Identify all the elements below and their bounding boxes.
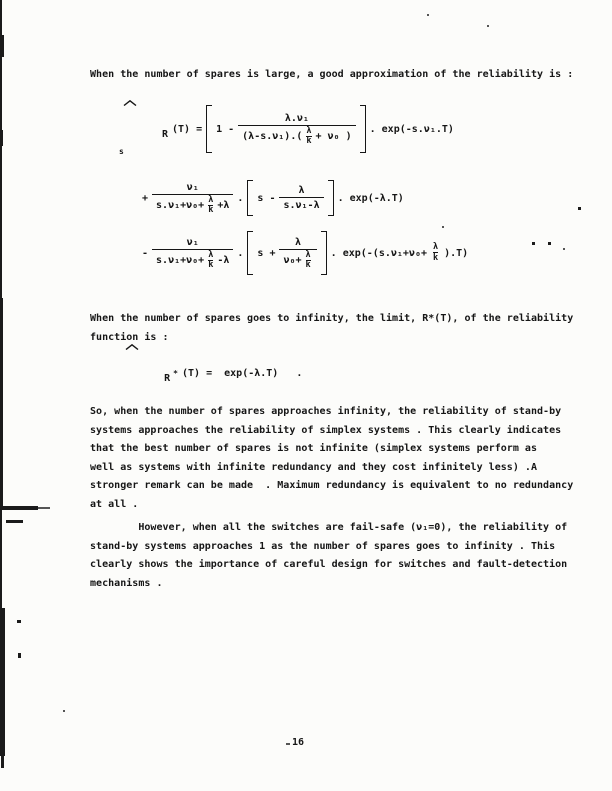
- however-paragraph: [90, 519, 567, 593]
- fraction-denominator: [279, 197, 323, 212]
- formula-token: (T) = exp(-λ.T) .: [181, 367, 303, 379]
- scan-speck: [578, 207, 581, 210]
- scan-speck: [487, 25, 489, 27]
- mini-denominator: k: [208, 205, 214, 216]
- scan-speck: [427, 14, 429, 16]
- mini-numerator: λ: [208, 194, 214, 205]
- r-symbol: R: [164, 373, 171, 384]
- formula-token: .: [237, 247, 244, 259]
- page-number: 16: [292, 737, 305, 748]
- mini-denominator: k: [432, 252, 439, 263]
- fraction-denominator: [152, 194, 233, 216]
- circumflex-hat-icon: [125, 344, 139, 350]
- right-bracket: [321, 231, 327, 275]
- formula-token: -: [142, 247, 149, 259]
- formula-token: .: [237, 192, 244, 204]
- mini-numerator: λ: [306, 125, 312, 136]
- body-line: clearly shows the importance of careful design for switches and fault-detection: [90, 559, 568, 570]
- fraction: [279, 236, 316, 271]
- lambda-over-k-fraction: [208, 251, 213, 271]
- formula-token: (T) =: [171, 123, 203, 135]
- fraction-numerator: ν₁: [186, 236, 199, 248]
- mini-denominator: k: [306, 136, 312, 147]
- lambda-over-k-fraction: [306, 251, 311, 271]
- scan-speck: [548, 242, 551, 245]
- fraction-numerator: λ.ν₁: [284, 112, 309, 124]
- body-line: stronger remark can be made . Maximum redundancy is equivalent to no redundancy: [90, 480, 574, 491]
- formula-token: (λ-s.ν₁).(: [242, 131, 303, 142]
- formula-token: . exp(-s.ν₁.T): [369, 123, 454, 135]
- scan-artifact: [0, 506, 38, 510]
- body-line: stand-by systems approaches 1 as the number of spares goes to infinity . This: [90, 540, 556, 552]
- body-line: When the number of spares goes to infinity, the limit, R*(T), of the reliability: [90, 313, 574, 324]
- lambda-over-k-fraction: [208, 196, 213, 216]
- limit-paragraph: [90, 310, 573, 347]
- fraction: [152, 236, 233, 271]
- right-bracket: [360, 105, 366, 153]
- formula-reliability-approx-line1: [119, 105, 454, 156]
- left-bracket: [206, 105, 212, 153]
- scan-speck: [442, 226, 444, 228]
- body-line: that the best number of spares is not infinite (simplex systems perform as: [90, 443, 537, 454]
- scan-speck: [63, 710, 65, 712]
- r-hat-symbol: [126, 107, 168, 151]
- formula-token: s -: [257, 192, 276, 204]
- scan-speck: [17, 620, 21, 623]
- fraction: [238, 112, 355, 147]
- body-line: well as systems with infinite redundancy and they cost infinitely less) .A: [90, 461, 537, 473]
- scan-artifact: [0, 298, 3, 506]
- mini-numerator: λ: [208, 249, 214, 260]
- r-hat-symbol: [128, 351, 170, 395]
- fraction-numerator: λ: [298, 185, 305, 196]
- right-bracket: [328, 180, 334, 216]
- mini-numerator: λ: [432, 242, 439, 253]
- mini-numerator: λ: [305, 249, 311, 260]
- formula-reliability-approx-line3: [142, 231, 468, 275]
- formula-token: s +: [257, 247, 276, 259]
- formula-token: . exp(-λ.T): [337, 192, 404, 204]
- body-line: mechanisms .: [90, 577, 163, 589]
- body-line: at all .: [90, 498, 139, 510]
- formula-limit-reliability: [128, 351, 302, 395]
- formula-token: ν₀+: [283, 255, 302, 266]
- scan-artifact: [38, 507, 50, 509]
- scan-speck: [286, 743, 290, 745]
- scan-artifact: [0, 35, 4, 57]
- scan-speck: [18, 653, 21, 658]
- fraction-denominator: [238, 125, 355, 147]
- conclusion-paragraph: [90, 403, 573, 514]
- formula-token: +λ: [217, 200, 230, 211]
- fraction-numerator: λ: [295, 236, 302, 248]
- formula-token: +: [142, 192, 149, 204]
- formula-token: . exp(-(s.ν₁+ν₀+: [330, 247, 427, 259]
- mini-denominator: k: [305, 260, 311, 271]
- circumflex-hat-icon: [123, 100, 137, 106]
- left-bracket: [247, 180, 253, 216]
- fraction: [279, 184, 323, 212]
- scan-artifact: [0, 130, 3, 146]
- formula-token: -λ: [217, 255, 230, 266]
- body-line: systems approaches the reliability of simplex systems . This clearly indicates: [90, 424, 562, 436]
- mini-denominator: k: [208, 260, 214, 271]
- fraction-denominator: [279, 249, 316, 271]
- formula-token: + ν₀ ): [315, 131, 352, 142]
- r-symbol: R: [161, 129, 168, 140]
- scan-artifact: [0, 608, 5, 756]
- left-bracket: [247, 231, 253, 275]
- formula-token: s.ν₁+ν₀+: [156, 200, 205, 211]
- body-line: However, when all the switches are fail-safe (ν₁=0), the reliability of: [90, 522, 568, 533]
- formula-token: 1 -: [216, 123, 235, 135]
- fraction: [152, 181, 233, 216]
- lambda-over-k-fraction: [433, 243, 438, 263]
- scan-artifact: [6, 520, 23, 523]
- intro-paragraph: [90, 66, 573, 85]
- body-line: So, when the number of spares approaches infinity, the reliability of stand-by: [90, 406, 562, 417]
- pre-subscript-s: s: [119, 147, 124, 156]
- formula-token: ).T): [444, 247, 469, 259]
- lambda-over-k-fraction: [306, 127, 311, 147]
- scan-artifact: [1, 756, 4, 768]
- formula-reliability-approx-line2: [142, 180, 404, 216]
- scan-artifact: [0, 509, 2, 608]
- fraction-denominator: [152, 249, 233, 271]
- body-line: When the number of spares is large, a good approximation of the reliability is :: [90, 69, 574, 80]
- formula-token: s.ν₁+ν₀+: [156, 255, 205, 266]
- body-line: function is :: [90, 331, 169, 343]
- scan-speck: [532, 242, 535, 245]
- formula-token: s.ν₁-λ: [283, 200, 320, 211]
- fraction-numerator: ν₁: [186, 181, 199, 193]
- scan-speck: [563, 248, 565, 250]
- asterisk-superscript: *: [173, 368, 178, 378]
